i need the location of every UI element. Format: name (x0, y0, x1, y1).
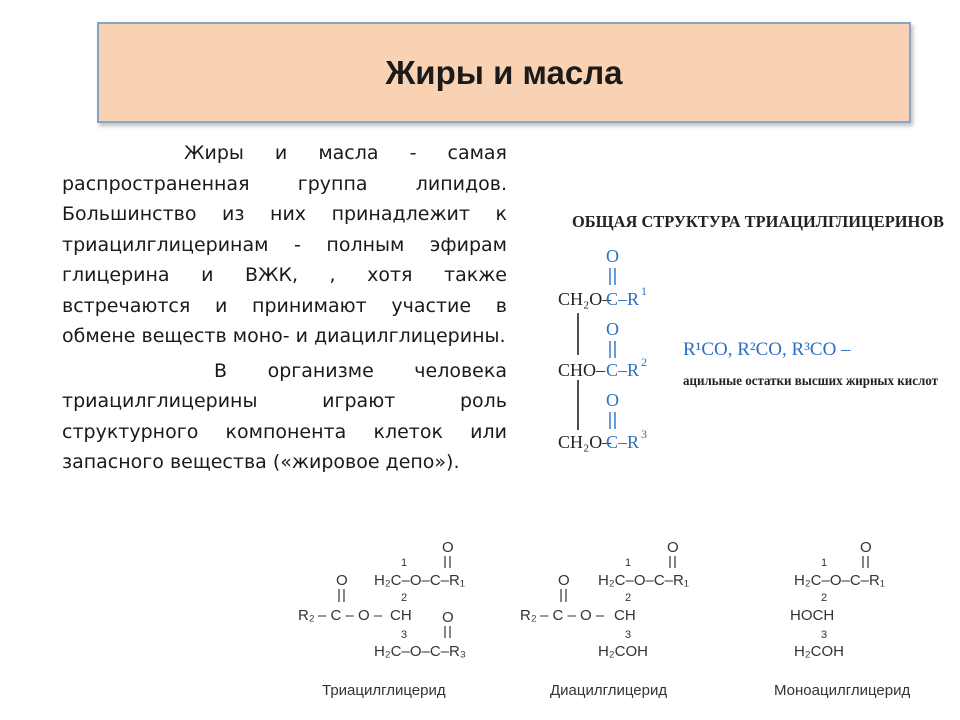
oxygen-label: O (558, 572, 570, 589)
molecule-caption: Диацилглицерид (550, 682, 668, 699)
oxygen-label: O (667, 539, 679, 556)
structure-oxygen: O (606, 246, 619, 266)
page-title: Жиры и масла (385, 53, 623, 91)
molecule-triacylglyceride (290, 530, 515, 710)
row2-chain: C–R (606, 360, 640, 380)
oxygen-label: O (442, 609, 454, 626)
row2-left: CHO– (558, 360, 606, 380)
structure-oxygen: O (606, 390, 619, 410)
oxygen-label: O (442, 539, 454, 556)
molecule-monoacylglyceride (760, 530, 955, 710)
r-left: R₂ (520, 607, 537, 624)
paragraph-1: Жиры и масла - самая распространенная группа липидов. Большинство из них принадлежит к триацилглицеринам - полным эфирам глицерина и ВЖК, , хотя также встречаются и принимают участие в обмене веществ моно- и диацилглицерины. (62, 142, 507, 347)
structure-oxygen: O (606, 319, 619, 339)
acyl-groups: R¹CO, R²CO, R³CO – (683, 339, 851, 360)
row2-formula: CH (614, 607, 636, 624)
carbon-number: 2 (401, 592, 408, 604)
row1-left: CH₂O– (558, 289, 612, 309)
carbon-number: 2 (625, 592, 632, 604)
row3-left: CH₂O– (558, 432, 612, 452)
carbon-number: 1 (821, 557, 828, 569)
row1-formula: H₂C–O–C–R₁ (598, 572, 689, 589)
row2-formula: HOCH (790, 607, 835, 624)
molecule-caption: Моноацилглицерид (774, 682, 911, 699)
general-structure-title: ОБЩАЯ СТРУКТУРА ТРИАЦИЛГЛИЦЕРИНОВ (572, 212, 944, 231)
carbon-number: 3 (401, 629, 408, 641)
acyl-caption: ацильные остатки высших жирных кислот (683, 374, 939, 389)
row1-formula: H₂C–O–C–R₁ (794, 572, 885, 589)
molecule-diacylglyceride (512, 530, 737, 710)
oxygen-label: O (336, 572, 348, 589)
row3-formula: H₂COH (598, 643, 648, 660)
r-left: R₂ (298, 607, 315, 624)
ester-bond: – C – O – (540, 607, 605, 624)
row2-formula: CH (390, 607, 412, 624)
molecule-caption: Триацилглицерид (322, 682, 446, 699)
carbon-number: 3 (625, 629, 632, 641)
title-banner (97, 22, 911, 123)
row3-chain: C–R (606, 432, 640, 452)
row2-sup: 2 (641, 355, 647, 369)
oxygen-label: O (860, 539, 872, 556)
row3-formula: H₂C–O–C–R₃ (374, 643, 466, 660)
carbon-number: 1 (625, 557, 632, 569)
carbon-number: 1 (401, 557, 408, 569)
carbon-number: 2 (821, 592, 828, 604)
row1-sup: 1 (641, 284, 647, 298)
carbon-number: 3 (821, 629, 828, 641)
row1-chain: C–R (606, 289, 640, 309)
row3-formula: H₂COH (794, 643, 844, 660)
row1-formula: H₂C–O–C–R₁ (374, 572, 465, 589)
row3-sup: 3 (641, 427, 647, 441)
ester-bond: – C – O – (318, 607, 383, 624)
paragraph-2: В организме человека триацилглицерины играют роль структурного компонента клеток или запасного вещества («жировое депо»). (62, 359, 507, 473)
general-structure-figure (540, 195, 950, 470)
body-text (62, 138, 507, 478)
